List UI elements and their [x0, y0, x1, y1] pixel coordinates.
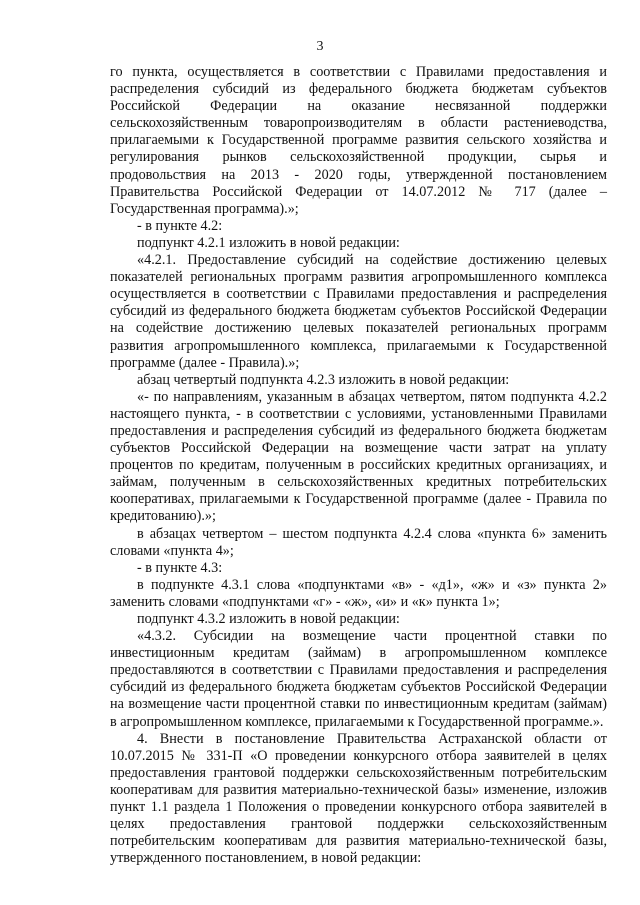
document-body: [110, 64, 607, 867]
paragraph: подпункт 4.2.1 изложить в новой редакции:: [137, 234, 400, 251]
paragraph: - в пункте 4.3:: [137, 559, 223, 576]
paragraph: в подпункте 4.3.1 слова «подпунктами «в» - «д1», «ж» и «з» пункта 2» заменить словами «подпунктами «г» - «ж», «и» и «к» пункта 1»;: [110, 576, 607, 610]
paragraph: «4.2.1. Предоставление субсидий на содействие достижению целевых показателей региональных программ развития агропромышленного комплекса осуществляется в соответствии с Правилами предоставления и распределения субсидий из федерального бюджета бюджетам субъектов Российской Федерации на содействие достижению целевых показателей региональных программ развития агропромышленного комплекса, прилагаемыми к Государственной программе (далее - Правила).»;: [110, 252, 607, 371]
paragraph: в абзацах четвертом – шестом подпункта 4.2.4 слова «пункта 6» заменить словами «пункта 4»;: [110, 525, 607, 559]
paragraph: 4. Внести в постановление Правительства Астраханской области от 10.07.2015 № 331-П «О проведении конкурсного отбора заявителей в целях предоставления грантовой поддержки сельскохозяйственным потребительским кооперативам для развития материально-технической базы» изменение, изложив пункт 1.1 раздела 1 Положения о проведении конкурсного отбора заявителей в целях предоставления грантовой поддержки сельскохозяйственным потребительским кооперативам для развития материально-технической базы, утвержденного постановлением, в новой редакции:: [110, 730, 607, 867]
paragraph: «4.3.2. Субсидии на возмещение части процентной ставки по инвестиционным кредитам (займам) в агропромышленном комплексе предоставляются в соответствии с Правилами предоставления и распределения субсидий из федерального бюджета бюджетам субъектов Российской Федерации на возмещение части процентной ставки по инвестиционным кредитам (займам) в агропромышленном комплексе, прилагаемыми к Государственной программе.».: [110, 628, 607, 730]
paragraph: абзац четвертый подпункта 4.2.3 изложить в новой редакции:: [137, 371, 510, 388]
paragraph: го пункта, осуществляется в соответствии с Правилами предоставления и распределения субсидий из федерального бюджета бюджетам субъектов Российской Федерации на оказание несвязанной поддержки сельскохозяйственным товаропроизводителям в области растениеводства, прилагаемыми к Государственной программе развития сельского хозяйства и регулирования рынков сельскохозяйственной продукции, сырья и продовольствия на 2013 - 2020 годы, утвержденной постановлением Правительства Российской Федерации от 14.07.2012 № 717 (далее – Государственная программа).»;: [110, 64, 607, 217]
paragraph: подпункт 4.3.2 изложить в новой редакции:: [137, 611, 400, 627]
page-number: 3: [316, 39, 324, 54]
paragraph: - в пункте 4.2:: [137, 217, 223, 234]
paragraph: «- по направлениям, указанным в абзацах четвертом, пятом подпункта 4.2.2 настоящего пункта, - в соответствии с условиями, установленными Правилами предоставления и распределения субсидий из федерального бюджета бюджетам субъектов Российской Федерации на возмещение части затрат на уплату процентов по кредитам, полученным в российских кредитных организациях, и займам, полученным в сельскохозяйственных кредитных потребительских кооперативах, прилагаемыми к Государственной программе (далее - Правила по кредитованию).»;: [110, 388, 607, 525]
